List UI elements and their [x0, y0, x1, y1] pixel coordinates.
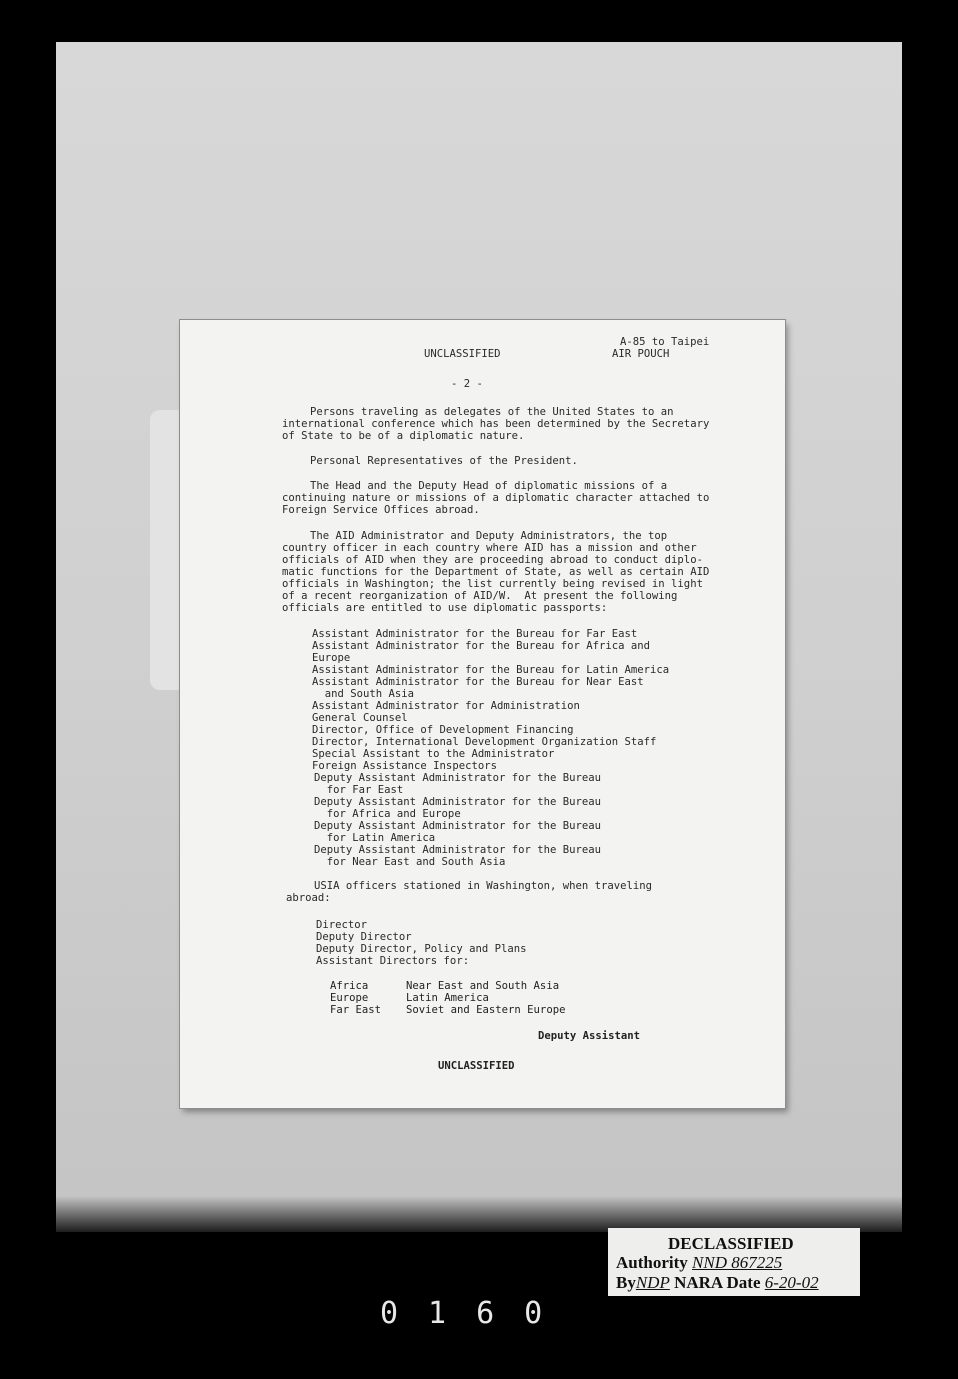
body-line: Personal Representatives of the President. — [310, 455, 578, 467]
body-line: matic functions for the Department of State, as well as certain AID — [282, 566, 710, 578]
officials-list-item: Assistant Administrator for the Bureau for Africa and — [312, 640, 651, 652]
usia-list-item: Deputy Director — [316, 931, 412, 943]
region-left: Far East — [330, 1004, 382, 1016]
header-routing: AIR POUCH — [612, 348, 670, 360]
body-line: of a recent reorganization of AID/W. At present the following — [282, 590, 678, 602]
officials-list-item: Deputy Assistant Administrator for the Bureau — [314, 820, 602, 832]
frame-number: 0160 — [380, 1296, 573, 1331]
body-line: abroad: — [286, 892, 331, 904]
region-left: Africa — [330, 980, 369, 992]
region-right: Latin America — [406, 992, 489, 1004]
body-line: The Head and the Deputy Head of diplomatic missions of a — [310, 480, 668, 492]
officials-list-item: for Africa and Europe — [314, 808, 461, 820]
frame-shadow — [56, 1196, 902, 1232]
body-line: officials are entitled to use diplomatic passports: — [282, 602, 608, 614]
stamp-authority-row — [616, 1253, 782, 1273]
declassified-stamp — [608, 1228, 860, 1296]
stamp-nara-date: 6-20-02 — [764, 1273, 819, 1292]
officials-list-item: Deputy Assistant Administrator for the Bureau — [314, 844, 602, 856]
officials-list-item: Director, Office of Development Financing — [312, 724, 574, 736]
stamp-by-label: By — [616, 1273, 636, 1292]
officials-list-item: Assistant Administrator for the Bureau for Near East — [312, 676, 644, 688]
header-classification: UNCLASSIFIED — [424, 348, 501, 360]
body-line: continuing nature or missions of a diplomatic character attached to — [282, 492, 710, 504]
officials-list-item: for Far East — [314, 784, 404, 796]
region-right: Near East and South Asia — [406, 980, 560, 992]
region-right: Soviet and Eastern Europe — [406, 1004, 566, 1016]
officials-list-item: Assistant Administrator for the Bureau for Latin America — [312, 664, 670, 676]
officials-list-item: for Latin America — [314, 832, 436, 844]
footer-classification: UNCLASSIFIED — [438, 1060, 515, 1072]
stamp-by-value: NDP — [635, 1273, 670, 1292]
officials-list-item: Assistant Administrator for Administration — [312, 700, 580, 712]
region-left: Europe — [330, 992, 369, 1004]
officials-list-item: General Counsel — [312, 712, 408, 724]
officials-list-item: Europe — [312, 652, 351, 664]
page-number: - 2 - — [451, 378, 483, 390]
stamp-authority-label: Authority — [616, 1253, 688, 1272]
stamp-by-row — [616, 1273, 819, 1293]
body-line: of State to be of a diplomatic nature. — [282, 430, 525, 442]
body-line: The AID Administrator and Deputy Administrators, the top — [310, 530, 668, 542]
officials-list-item: Deputy Assistant Administrator for the Bureau — [314, 772, 602, 784]
officials-list-item: Deputy Assistant Administrator for the Bureau — [314, 796, 602, 808]
body-line: officials in Washington; the list currently being revised in light — [282, 578, 703, 590]
stamp-authority-value: NND 867225 — [692, 1253, 783, 1272]
page-edge — [150, 410, 184, 690]
usia-list-item: Assistant Directors for: — [316, 955, 470, 967]
document-page — [180, 320, 785, 1108]
stamp-title: DECLASSIFIED — [668, 1234, 794, 1253]
body-line: officials of AID when they are proceeding abroad to conduct diplo- — [282, 554, 703, 566]
usia-list-item: Deputy Director, Policy and Plans — [316, 943, 527, 955]
stamp-nara-label: NARA Date — [674, 1273, 761, 1292]
body-line: USIA officers stationed in Washington, when traveling — [314, 880, 653, 892]
continuation-text: Deputy Assistant — [538, 1030, 641, 1042]
body-line: country officer in each country where AID has a mission and other — [282, 542, 697, 554]
officials-list-item: Foreign Assistance Inspectors — [312, 760, 497, 772]
officials-list-item: for Near East and South Asia — [314, 856, 506, 868]
body-line: Foreign Service Offices abroad. — [282, 504, 480, 516]
header-reference: A-85 to Taipei — [620, 336, 710, 348]
officials-list-item: Assistant Administrator for the Bureau for Far East — [312, 628, 638, 640]
body-line: international conference which has been determined by the Secretary — [282, 418, 710, 430]
officials-list-item: and South Asia — [312, 688, 415, 700]
officials-list-item: Director, International Development Organization Staff — [312, 736, 657, 748]
officials-list-item: Special Assistant to the Administrator — [312, 748, 555, 760]
body-line: Persons traveling as delegates of the United States to an — [310, 406, 674, 418]
usia-list-item: Director — [316, 919, 368, 931]
